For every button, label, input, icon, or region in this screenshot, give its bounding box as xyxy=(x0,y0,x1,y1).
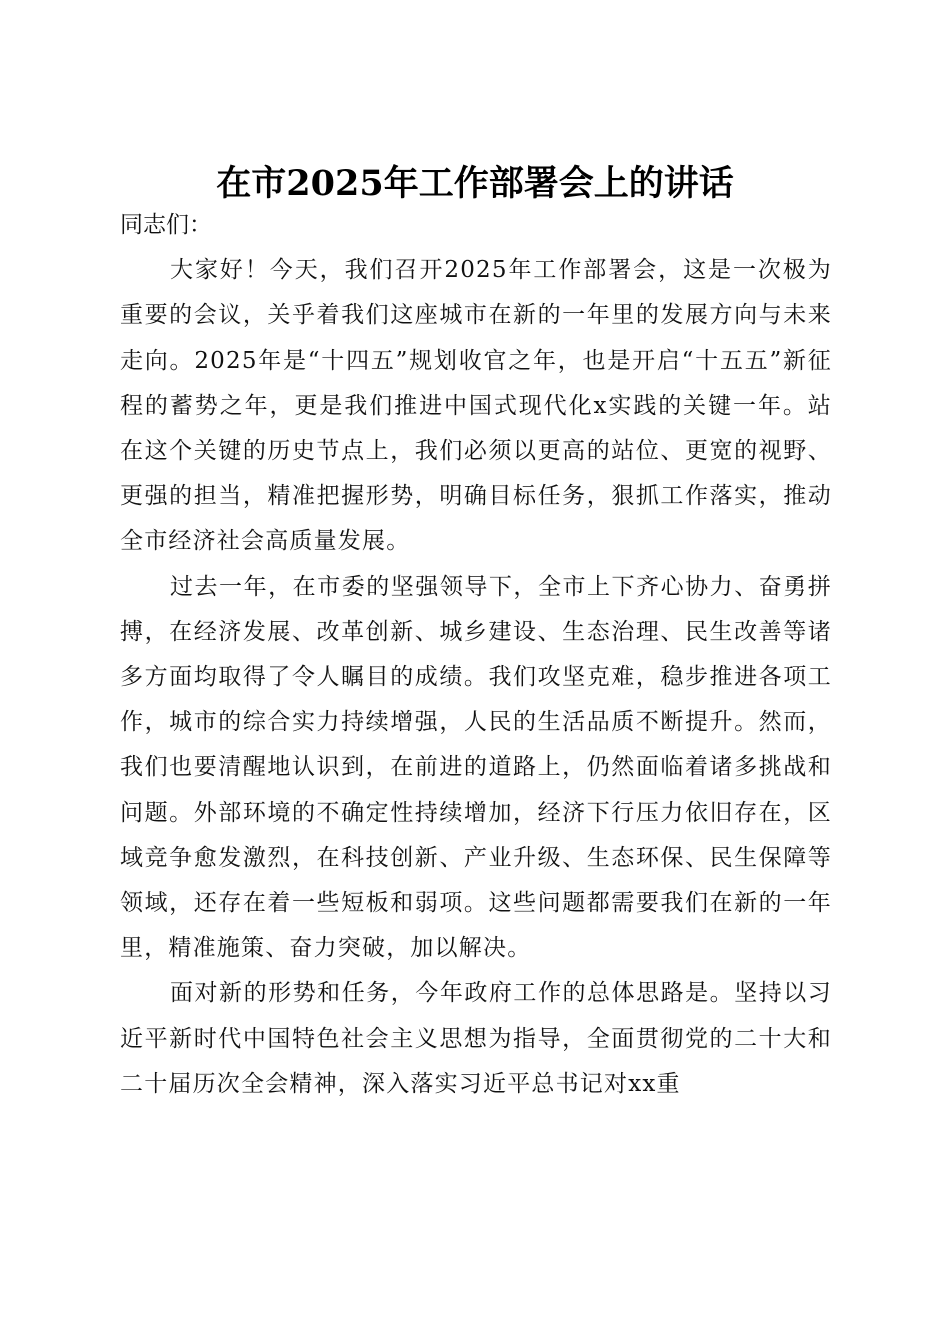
salutation: 同志们： xyxy=(120,212,212,238)
document-body xyxy=(120,203,832,1107)
paragraph-guideline: 面对新的形势和任务，今年政府工作的总体思路是。坚持以习近平新时代中国特色社会主义思想为指导，全面贯彻党的二十大和二十届历次全会精神，深入落实习近平总书记对xx重 xyxy=(120,980,832,1097)
paragraph-review: 过去一年，在市委的坚强领导下，全市上下齐心协力、奋勇拼搏，在经济发展、改革创新、城乡建设、生态治理、民生改善等诸多方面均取得了令人瞩目的成绩。我们攻坚克难，稳步推进各项工作，城市的综合实力持续增强，人民的生活品质不断提升。然而，我们也要清醒地认识到，在前进的道路上，仍然面临着诸多挑战和问题。外部环境的不确定性持续增加，经济下行压力依旧存在，区域竞争愈发激烈，在科技创新、产业升级、生态环保、民生保障等领域，还存在着一些短板和弱项。这些问题都需要我们在新的一年里，精准施策、奋力突破，加以解决。 xyxy=(120,573,832,962)
paragraph-opening: 大家好！今天，我们召开2025年工作部署会，这是一次极为重要的会议，关乎着我们这座城市在新的一年里的发展方向与未来走向。2025年是“十四五”规划收官之年，也是开启“十五五”新征程的蓄势之年，更是我们推进中国式现代化x实践的关键一年。站在这个关键的历史节点上，我们必须以更高的站位、更宽的视野、更强的担当，精准把握形势，明确目标任务，狠抓工作落实，推动全市经济社会高质量发展。 xyxy=(120,257,832,555)
document-title: 在市2025年工作部署会上的讲话 xyxy=(216,163,734,205)
